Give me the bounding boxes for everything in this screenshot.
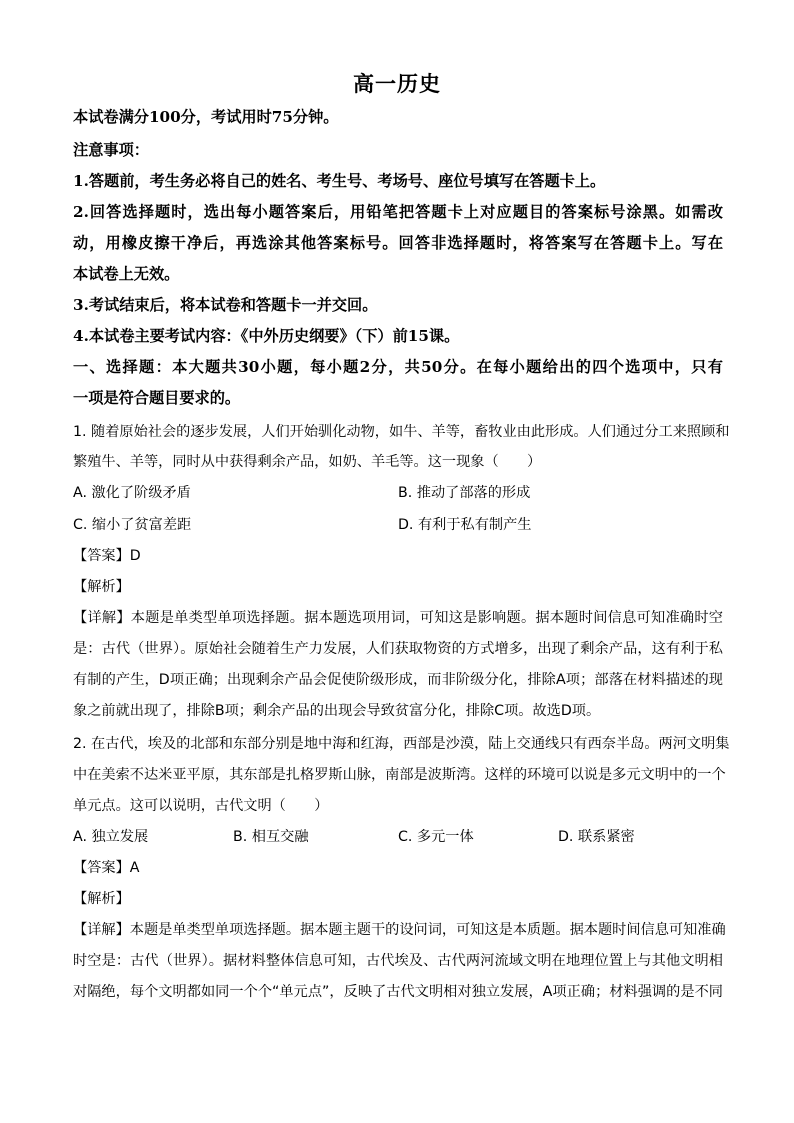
notice-item-2-line-2: 动，用橡皮擦干净后，再选涂其他答案标号。回答非选择题时，将答案写在答题卡上。写在 bbox=[73, 234, 723, 252]
q2-option-b: B. 相互交融 bbox=[233, 829, 309, 845]
q2-option-c: C. 多元一体 bbox=[398, 829, 474, 845]
q1-stem-line-1: 1. 随着原始社会的逐步发展，人们开始驯化动物，如牛、羊等，畜牧业由此形成。人们通过分工来照顾和 bbox=[73, 424, 730, 440]
notice-item-2-line-1: 2.回答选择题时，选出每小题答案后，用铅笔把答题卡上对应题目的答案标号涂黑。如需改 bbox=[73, 203, 723, 221]
q2-detail-line-3: 对隔绝，每个文明都如同一个个“单元点”，反映了古代文明相对独立发展，A项正确；材料强调的是不同 bbox=[73, 984, 723, 1000]
q2-option-d: D. 联系紧密 bbox=[558, 829, 635, 845]
q2-analysis-label: 【解析】 bbox=[73, 891, 130, 907]
q1-option-d: D. 有利于私有制产生 bbox=[398, 517, 532, 533]
q2-detail-line-2: 时空是：古代（世界）。据材料整体信息可知，古代埃及、古代两河流域文明在地理位置上与其他文明相 bbox=[73, 953, 723, 969]
notice-item-2-line-3: 本试卷上无效。 bbox=[73, 265, 180, 283]
q1-detail-line-1: 【详解】本题是单类型单项选择题。据本题选项用词，可知这是影响题。据本题时间信息可知准确时空 bbox=[73, 610, 723, 626]
q2-answer: 【答案】A bbox=[73, 860, 140, 876]
q2-stem-line-3: 单元点。这可以说明，古代文明（ ） bbox=[73, 798, 329, 814]
notice-item-1: 1.答题前，考生务必将自己的姓名、考生号、考场号、座位号填写在答题卡上。 bbox=[73, 172, 606, 190]
q1-detail-line-2: 是：古代（世界）。原始社会随着生产力发展，人们获取物资的方式增多，出现了剩余产品，这有利于私 bbox=[73, 641, 723, 657]
q1-detail-line-4: 象之前就出现了，排除B项；剩余产品的出现会导致贫富分化，排除C项。故选D项。 bbox=[73, 703, 601, 719]
page-title: 高一历史 bbox=[353, 71, 441, 96]
q2-option-a: A. 独立发展 bbox=[73, 829, 149, 845]
q1-stem-line-2: 繁殖牛、羊等，同时从中获得剩余产品，如奶、羊毛等。这一现象（ ） bbox=[73, 454, 542, 470]
q1-detail-line-3: 有制的产生，D项正确；出现剩余产品会促使阶级形成，而非阶级分化，排除A项；部落在材料描述的现 bbox=[73, 672, 723, 688]
q2-stem-line-2: 中在美索不达米亚平原，其东部是扎格罗斯山脉，南部是波斯湾。这样的环境可以说是多元文明中的一个 bbox=[73, 767, 726, 783]
score-time-note: 本试卷满分100分，考试用时75分钟。 bbox=[73, 108, 339, 126]
q2-detail-line-1: 【详解】本题是单类型单项选择题。据本题主题干的设问词，可知这是本质题。据本题时间信息可知准确 bbox=[73, 922, 726, 938]
section-heading-line-1: 一、选择题：本大题共30小题，每小题2分，共50分。在每小题给出的四个选项中，只有 bbox=[73, 358, 723, 376]
q1-analysis-label: 【解析】 bbox=[73, 579, 130, 595]
q2-stem-line-1: 2. 在古代，埃及的北部和东部分别是地中海和红海，西部是沙漠，陆上交通线只有西奈半岛。两河文明集 bbox=[73, 736, 730, 752]
section-heading-line-2: 一项是符合题目要求的。 bbox=[73, 389, 241, 407]
notice-label: 注意事项： bbox=[73, 141, 149, 159]
q1-answer: 【答案】D bbox=[73, 548, 141, 564]
notice-item-3: 3.考试结束后，将本试卷和答题卡一并交回。 bbox=[73, 296, 378, 314]
notice-item-4: 4.本试卷主要考试内容：《中外历史纲要》（下）前15课。 bbox=[73, 327, 460, 345]
q1-option-a: A. 激化了阶级矛盾 bbox=[73, 485, 191, 501]
q1-option-b: B. 推动了部落的形成 bbox=[398, 485, 531, 501]
q1-option-c: C. 缩小了贫富差距 bbox=[73, 517, 192, 533]
